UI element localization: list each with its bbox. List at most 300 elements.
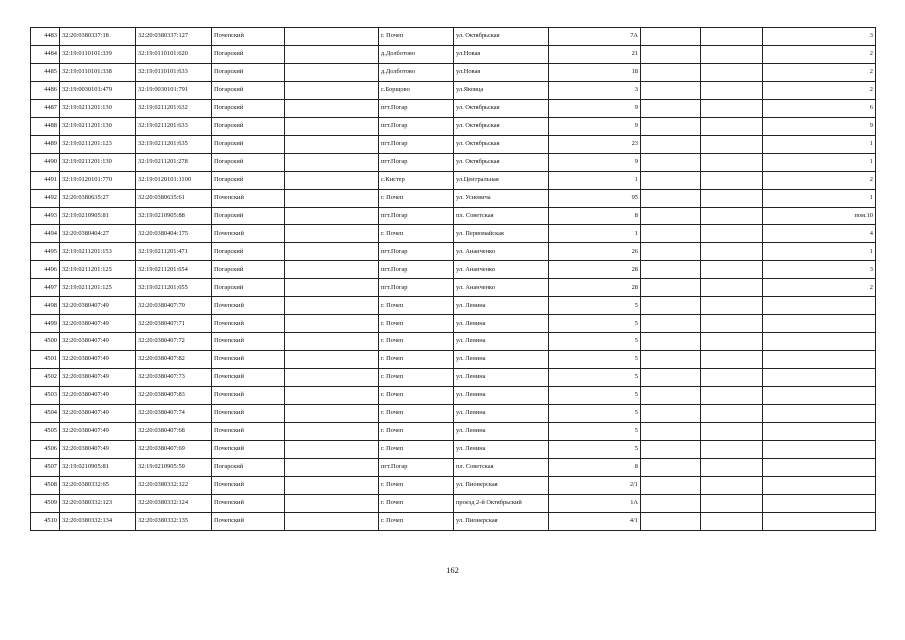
parent-cadastral-number-cell: 32:20:0380404:27 (60, 225, 136, 243)
parent-cadastral-number-cell: 32:20:0380332:65 (60, 476, 136, 494)
house-number-cell: 8 (549, 207, 641, 225)
blank-column-cell (285, 351, 379, 369)
blank-column-3-cell (701, 99, 763, 117)
blank-column-3-cell (701, 440, 763, 458)
parent-cadastral-number-cell: 32:20:0380407:49 (60, 440, 136, 458)
apartment-number-cell: 1 (763, 153, 876, 171)
cadastral-number-cell: 32:19:0211201:654 (136, 261, 212, 279)
house-number-cell: 5 (549, 369, 641, 387)
district-cell: Погарский (212, 135, 285, 153)
table-row (31, 225, 876, 243)
blank-column-2-cell (641, 135, 701, 153)
blank-column-2-cell (641, 351, 701, 369)
settlement-cell: д.Долботово (379, 45, 454, 63)
blank-column-3-cell (701, 512, 763, 530)
street-cell: ул. Пионерская (454, 476, 549, 494)
house-number-cell: 9 (549, 99, 641, 117)
table-row (31, 153, 876, 171)
blank-column-cell (285, 135, 379, 153)
settlement-cell: г. Почеп (379, 476, 454, 494)
blank-column-3-cell (701, 135, 763, 153)
apartment-number-cell (763, 387, 876, 405)
blank-column-2-cell (641, 243, 701, 261)
apartment-number-cell (763, 476, 876, 494)
district-cell: Почепский (212, 494, 285, 512)
parent-cadastral-number-cell: 32:19:0120101:770 (60, 171, 136, 189)
cadastral-number-cell: 32:20:0380407:72 (136, 333, 212, 351)
district-cell: Погарский (212, 207, 285, 225)
blank-column-2-cell (641, 261, 701, 279)
blank-column-cell (285, 153, 379, 171)
district-cell: Почепский (212, 405, 285, 423)
cadastral-number-cell: 32:19:0211201:278 (136, 153, 212, 171)
row-number-cell: 4496 (31, 261, 60, 279)
row-number-cell: 4502 (31, 369, 60, 387)
blank-column-2-cell (641, 297, 701, 315)
parent-cadastral-number-cell: 32:19:0210905:81 (60, 458, 136, 476)
blank-column-3-cell (701, 225, 763, 243)
house-number-cell: 5 (549, 387, 641, 405)
street-cell: ул. Ленина (454, 333, 549, 351)
row-number-cell: 4504 (31, 405, 60, 423)
apartment-number-cell (763, 297, 876, 315)
row-number-cell: 4508 (31, 476, 60, 494)
parent-cadastral-number-cell: 32:19:0211201:125 (60, 279, 136, 297)
street-cell: ул. Ленина (454, 387, 549, 405)
house-number-cell: 28 (549, 279, 641, 297)
blank-column-3-cell (701, 81, 763, 99)
apartment-number-cell: 2 (763, 63, 876, 81)
apartment-number-cell (763, 369, 876, 387)
row-number-cell: 4493 (31, 207, 60, 225)
settlement-cell: г. Почеп (379, 369, 454, 387)
blank-column-cell (285, 207, 379, 225)
district-cell: Почепский (212, 387, 285, 405)
blank-column-3-cell (701, 279, 763, 297)
blank-column-2-cell (641, 225, 701, 243)
street-cell: ул. Ленина (454, 315, 549, 333)
settlement-cell: г. Почеп (379, 422, 454, 440)
blank-column-cell (285, 99, 379, 117)
blank-column-cell (285, 117, 379, 135)
street-cell: ул.Яковца (454, 81, 549, 99)
house-number-cell: 21 (549, 45, 641, 63)
street-cell: ул. Ленина (454, 369, 549, 387)
row-number-cell: 4500 (31, 333, 60, 351)
apartment-number-cell (763, 405, 876, 423)
row-number-cell: 4489 (31, 135, 60, 153)
table-row (31, 369, 876, 387)
house-number-cell: 5 (549, 333, 641, 351)
blank-column-cell (285, 512, 379, 530)
street-cell: ул.Новая (454, 63, 549, 81)
settlement-cell: пгт.Погар (379, 207, 454, 225)
blank-column-2-cell (641, 117, 701, 135)
blank-column-2-cell (641, 99, 701, 117)
settlement-cell: г. Почеп (379, 440, 454, 458)
page-number: 162 (446, 565, 459, 575)
district-cell: Почепский (212, 225, 285, 243)
settlement-cell: пгт.Погар (379, 458, 454, 476)
table-row (31, 297, 876, 315)
blank-column-cell (285, 243, 379, 261)
blank-column-2-cell (641, 387, 701, 405)
settlement-cell: г. Почеп (379, 189, 454, 207)
blank-column-2-cell (641, 207, 701, 225)
blank-column-cell (285, 261, 379, 279)
settlement-cell: пгт.Погар (379, 279, 454, 297)
district-cell: Почепский (212, 369, 285, 387)
row-number-cell: 4510 (31, 512, 60, 530)
row-number-cell: 4509 (31, 494, 60, 512)
blank-column-cell (285, 315, 379, 333)
parent-cadastral-number-cell: 32:20:0380407:49 (60, 351, 136, 369)
district-cell: Погарский (212, 117, 285, 135)
house-number-cell: 9 (549, 117, 641, 135)
street-cell: ул. Ананченко (454, 243, 549, 261)
street-cell: ул. Ананченко (454, 261, 549, 279)
district-cell: Погарский (212, 63, 285, 81)
street-cell: ул. Октябрьская (454, 99, 549, 117)
settlement-cell: г. Почеп (379, 405, 454, 423)
parent-cadastral-number-cell: 32:19:0211201:130 (60, 153, 136, 171)
table-row (31, 405, 876, 423)
cadastral-number-cell: 32:19:0211201:635 (136, 135, 212, 153)
parent-cadastral-number-cell: 32:20:0380407:49 (60, 422, 136, 440)
district-cell: Почепский (212, 315, 285, 333)
district-cell: Почепский (212, 476, 285, 494)
apartment-number-cell: 2 (763, 171, 876, 189)
cadastral-number-cell: 32:20:0380332:122 (136, 476, 212, 494)
blank-column-3-cell (701, 63, 763, 81)
district-cell: Почепский (212, 440, 285, 458)
street-cell: ул. Ленина (454, 422, 549, 440)
cadastral-number-cell: 32:19:0211201:655 (136, 279, 212, 297)
table-row (31, 387, 876, 405)
cadastral-number-cell: 32:19:0030101:791 (136, 81, 212, 99)
table-row (31, 476, 876, 494)
table-row (31, 315, 876, 333)
table-body (31, 28, 876, 531)
cadastral-number-cell: 32:20:0380332:124 (136, 494, 212, 512)
blank-column-3-cell (701, 189, 763, 207)
apartment-number-cell (763, 494, 876, 512)
settlement-cell: с.Борщово (379, 81, 454, 99)
blank-column-3-cell (701, 207, 763, 225)
apartment-number-cell: 1 (763, 243, 876, 261)
blank-column-2-cell (641, 333, 701, 351)
blank-column-3-cell (701, 261, 763, 279)
blank-column-2-cell (641, 171, 701, 189)
blank-column-2-cell (641, 405, 701, 423)
blank-column-cell (285, 405, 379, 423)
table-row (31, 333, 876, 351)
table-row (31, 422, 876, 440)
cadastral-number-cell: 32:20:0380407:69 (136, 440, 212, 458)
table-row (31, 494, 876, 512)
blank-column-3-cell (701, 387, 763, 405)
blank-column-2-cell (641, 315, 701, 333)
district-cell: Погарский (212, 171, 285, 189)
table-row (31, 81, 876, 99)
settlement-cell: пгт.Погар (379, 99, 454, 117)
table-row (31, 512, 876, 530)
blank-column-2-cell (641, 440, 701, 458)
cadastral-number-cell: 32:20:0380407:71 (136, 315, 212, 333)
blank-column-3-cell (701, 28, 763, 46)
table-row (31, 440, 876, 458)
house-number-cell: 5 (549, 315, 641, 333)
district-cell: Погарский (212, 261, 285, 279)
table-row (31, 99, 876, 117)
parent-cadastral-number-cell: 32:20:0380407:49 (60, 405, 136, 423)
street-cell: ул. Октябрьская (454, 153, 549, 171)
table-row (31, 189, 876, 207)
street-cell: ул. Октябрьская (454, 117, 549, 135)
apartment-number-cell (763, 512, 876, 530)
house-number-cell: 95 (549, 189, 641, 207)
parent-cadastral-number-cell: 32:19:0030101:479 (60, 81, 136, 99)
table-row (31, 45, 876, 63)
blank-column-3-cell (701, 45, 763, 63)
parent-cadastral-number-cell: 32:19:0110101:338 (60, 63, 136, 81)
parent-cadastral-number-cell: 32:20:0380407:49 (60, 315, 136, 333)
apartment-number-cell: 6 (763, 99, 876, 117)
cadastral-number-cell: 32:20:0380332:135 (136, 512, 212, 530)
blank-column-cell (285, 333, 379, 351)
blank-column-cell (285, 476, 379, 494)
blank-column-2-cell (641, 458, 701, 476)
house-number-cell: 1А (549, 494, 641, 512)
table-row (31, 351, 876, 369)
house-number-cell: 7А (549, 28, 641, 46)
cadastral-number-cell: 32:20:0380407:68 (136, 422, 212, 440)
blank-column-3-cell (701, 117, 763, 135)
house-number-cell: 5 (549, 440, 641, 458)
apartment-number-cell (763, 315, 876, 333)
settlement-cell: пгт.Погар (379, 117, 454, 135)
apartment-number-cell: 9 (763, 117, 876, 135)
blank-column-2-cell (641, 279, 701, 297)
blank-column-2-cell (641, 494, 701, 512)
row-number-cell: 4503 (31, 387, 60, 405)
table-row (31, 63, 876, 81)
house-number-cell: 5 (549, 405, 641, 423)
district-cell: Почепский (212, 297, 285, 315)
blank-column-3-cell (701, 333, 763, 351)
house-number-cell: 23 (549, 135, 641, 153)
blank-column-3-cell (701, 458, 763, 476)
settlement-cell: г. Почеп (379, 351, 454, 369)
apartment-number-cell: пом.10 (763, 207, 876, 225)
parent-cadastral-number-cell: 32:19:0210905:81 (60, 207, 136, 225)
blank-column-cell (285, 494, 379, 512)
row-number-cell: 4484 (31, 45, 60, 63)
blank-column-3-cell (701, 369, 763, 387)
district-cell: Погарский (212, 279, 285, 297)
house-number-cell: 5 (549, 351, 641, 369)
settlement-cell: г. Почеп (379, 512, 454, 530)
blank-column-2-cell (641, 153, 701, 171)
cadastral-number-cell: 32:20:0380407:73 (136, 369, 212, 387)
street-cell: ул. Ленина (454, 297, 549, 315)
parent-cadastral-number-cell: 32:19:0211201:130 (60, 99, 136, 117)
apartment-number-cell (763, 440, 876, 458)
house-number-cell: 1 (549, 171, 641, 189)
house-number-cell: 9 (549, 153, 641, 171)
cadastral-number-cell: 32:20:0380407:82 (136, 351, 212, 369)
cadastral-number-cell: 32:19:0211201:632 (136, 99, 212, 117)
row-number-cell: 4483 (31, 28, 60, 46)
apartment-number-cell: 4 (763, 225, 876, 243)
row-number-cell: 4492 (31, 189, 60, 207)
parent-cadastral-number-cell: 32:19:0211201:153 (60, 243, 136, 261)
table-row (31, 171, 876, 189)
cadastral-number-cell: 32:19:0110101:633 (136, 63, 212, 81)
cadastral-number-cell: 32:20:0380404:175 (136, 225, 212, 243)
blank-column-3-cell (701, 422, 763, 440)
blank-column-cell (285, 279, 379, 297)
settlement-cell: пгт.Погар (379, 135, 454, 153)
settlement-cell: д.Долботово (379, 63, 454, 81)
settlement-cell: г. Почеп (379, 225, 454, 243)
settlement-cell: пгт.Погар (379, 243, 454, 261)
blank-column-3-cell (701, 171, 763, 189)
row-number-cell: 4486 (31, 81, 60, 99)
district-cell: Почепский (212, 189, 285, 207)
street-cell: пл. Советская (454, 458, 549, 476)
table-row (31, 117, 876, 135)
house-number-cell: 5 (549, 297, 641, 315)
settlement-cell: г. Почеп (379, 333, 454, 351)
blank-column-cell (285, 225, 379, 243)
cadastral-number-cell: 32:20:0380407:83 (136, 387, 212, 405)
cadastral-number-cell: 32:20:0380407:70 (136, 297, 212, 315)
house-number-cell: 2/1 (549, 476, 641, 494)
house-number-cell: 1 (549, 225, 641, 243)
blank-column-2-cell (641, 476, 701, 494)
table-row (31, 279, 876, 297)
table-row (31, 135, 876, 153)
parent-cadastral-number-cell: 32:20:0380407:49 (60, 333, 136, 351)
blank-column-3-cell (701, 351, 763, 369)
apartment-number-cell: 2 (763, 81, 876, 99)
settlement-cell: г. Почеп (379, 28, 454, 46)
street-cell: ул. Октябрьская (454, 28, 549, 46)
row-number-cell: 4485 (31, 63, 60, 81)
cadastral-number-cell: 32:19:0211201:471 (136, 243, 212, 261)
settlement-cell: г. Почеп (379, 315, 454, 333)
cadastral-number-cell: 32:19:0110101:620 (136, 45, 212, 63)
apartment-number-cell (763, 333, 876, 351)
street-cell: ул. Ленина (454, 405, 549, 423)
apartment-number-cell (763, 351, 876, 369)
row-number-cell: 4491 (31, 171, 60, 189)
parent-cadastral-number-cell: 32:19:0211201:130 (60, 117, 136, 135)
house-number-cell: 8 (549, 458, 641, 476)
house-number-cell: 28 (549, 261, 641, 279)
blank-column-cell (285, 387, 379, 405)
row-number-cell: 4505 (31, 422, 60, 440)
row-number-cell: 4490 (31, 153, 60, 171)
apartment-number-cell (763, 422, 876, 440)
district-cell: Почепский (212, 422, 285, 440)
cadastral-number-cell: 32:19:0210905:59 (136, 458, 212, 476)
blank-column-cell (285, 458, 379, 476)
house-number-cell: 3 (549, 81, 641, 99)
settlement-cell: пгт.Погар (379, 153, 454, 171)
apartment-number-cell: 3 (763, 261, 876, 279)
blank-column-2-cell (641, 422, 701, 440)
street-cell: ул.Центральная (454, 171, 549, 189)
cadastral-number-cell: 32:20:0380337:127 (136, 28, 212, 46)
street-cell: ул. Ленина (454, 440, 549, 458)
table-row (31, 243, 876, 261)
blank-column-3-cell (701, 315, 763, 333)
row-number-cell: 4507 (31, 458, 60, 476)
district-cell: Почепский (212, 28, 285, 46)
settlement-cell: с.Кистер (379, 171, 454, 189)
blank-column-cell (285, 45, 379, 63)
cadastral-number-cell: 32:19:0210905:88 (136, 207, 212, 225)
street-cell: проезд 2-й Октябрьский (454, 494, 549, 512)
row-number-cell: 4498 (31, 297, 60, 315)
table-row (31, 207, 876, 225)
blank-column-cell (285, 81, 379, 99)
parent-cadastral-number-cell: 32:20:0380337:18 (60, 28, 136, 46)
parent-cadastral-number-cell: 32:20:0380635:27 (60, 189, 136, 207)
settlement-cell: г. Почеп (379, 387, 454, 405)
street-cell: ул. Октябрьская (454, 135, 549, 153)
cadastral-number-cell: 32:19:0120101:1100 (136, 171, 212, 189)
parent-cadastral-number-cell: 32:20:0380407:49 (60, 387, 136, 405)
row-number-cell: 4499 (31, 315, 60, 333)
blank-column-2-cell (641, 63, 701, 81)
settlement-cell: г. Почеп (379, 494, 454, 512)
cadastral-number-cell: 32:19:0211201:633 (136, 117, 212, 135)
apartment-number-cell: 3 (763, 28, 876, 46)
registry-table (30, 27, 876, 531)
blank-column-cell (285, 369, 379, 387)
cadastral-number-cell: 32:20:0380407:74 (136, 405, 212, 423)
cadastral-number-cell: 32:20:0380635:61 (136, 189, 212, 207)
row-number-cell: 4497 (31, 279, 60, 297)
blank-column-2-cell (641, 45, 701, 63)
apartment-number-cell: 2 (763, 45, 876, 63)
blank-column-cell (285, 63, 379, 81)
street-cell: ул. Усиевича (454, 189, 549, 207)
blank-column-3-cell (701, 494, 763, 512)
apartment-number-cell: 1 (763, 135, 876, 153)
blank-column-3-cell (701, 243, 763, 261)
blank-column-cell (285, 422, 379, 440)
parent-cadastral-number-cell: 32:20:0380332:123 (60, 494, 136, 512)
apartment-number-cell (763, 458, 876, 476)
street-cell: пл. Советская (454, 207, 549, 225)
blank-column-cell (285, 171, 379, 189)
district-cell: Погарский (212, 153, 285, 171)
street-cell: ул. Ленина (454, 351, 549, 369)
table-row (31, 28, 876, 46)
parent-cadastral-number-cell: 32:19:0110101:339 (60, 45, 136, 63)
blank-column-3-cell (701, 153, 763, 171)
street-cell: ул. Первомайская (454, 225, 549, 243)
apartment-number-cell: 1 (763, 189, 876, 207)
blank-column-3-cell (701, 476, 763, 494)
row-number-cell: 4487 (31, 99, 60, 117)
blank-column-cell (285, 297, 379, 315)
row-number-cell: 4494 (31, 225, 60, 243)
